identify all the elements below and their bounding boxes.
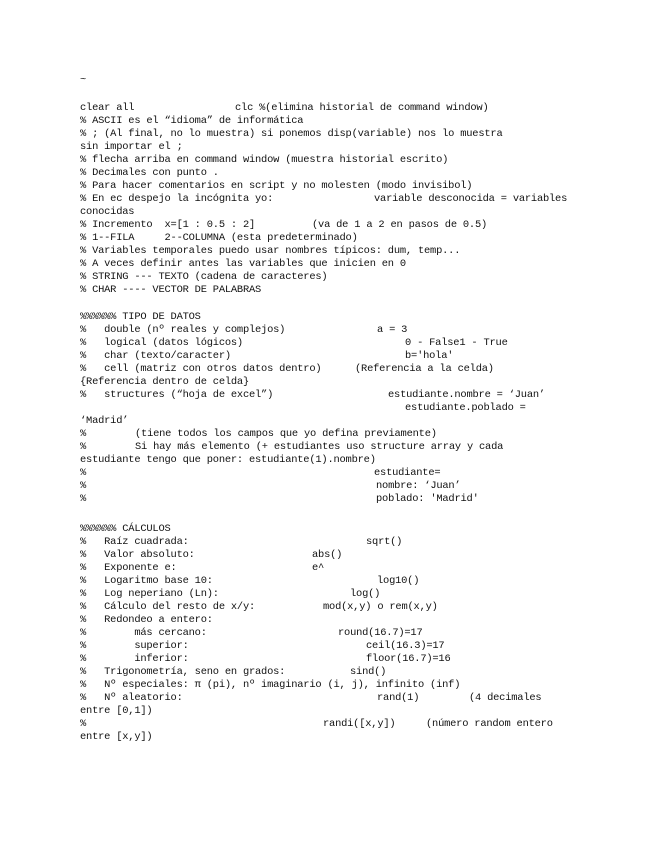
tipos-output-1-mark: % [80, 467, 87, 479]
tipos-structures-label: % structures (“hoja de excel”) [80, 389, 274, 401]
calculos-superior-label: % superior: [80, 640, 189, 652]
tipos-mas-line-2: estudiante tengo que poner: estudiante(1).nombre) [80, 454, 376, 466]
calculos-trig-func: sind() [350, 666, 387, 678]
calculos-log10-label: % Logaritmo base 10: [80, 575, 213, 587]
tipos-cell-ref: {Referencia dentro de celda} [80, 376, 249, 388]
calculos-aleatorio-func: rand(1) [377, 692, 420, 704]
tilde-mark: ~ [80, 74, 87, 86]
intro-line-3: % ; (Al final, no lo muestra) si ponemos disp(variable) nos lo muestra [80, 128, 503, 140]
tipos-output-3-mark: % [80, 493, 87, 505]
tipos-logical-label: % logical (datos lógicos) [80, 337, 243, 349]
tipos-campos-mark: % [80, 428, 87, 440]
calculos-randi-mark: % [80, 718, 87, 730]
calculos-entre01: entre [0,1]) [80, 705, 153, 717]
tipos-output-2-mark: % [80, 480, 87, 492]
tipos-logical-example: 0 - False1 - True [405, 337, 508, 349]
calculos-exp-func: e^ [312, 562, 325, 574]
calculos-ln-func: log() [350, 588, 381, 600]
tipos-heading: %%%%%% TIPO DE DATOS [80, 311, 201, 323]
calculos-resto-func: mod(x,y) o rem(x,y) [323, 601, 438, 613]
calculos-randi-func: randi([x,y]) [323, 718, 396, 730]
tipos-char-example: b='hola' [405, 350, 454, 362]
intro-line-10-left: % Incremento x=[1 : 0.5 : 2] [80, 219, 256, 231]
tipos-madrid: ‘Madrid’ [80, 415, 129, 427]
calculos-cercano-label: % más cercano: [80, 627, 207, 639]
calculos-randi-note: (número random entero [426, 718, 553, 730]
intro-line-8-left: % En ec despejo la incógnita yo: [80, 193, 274, 205]
intro-line-7: % Para hacer comentarios en script y no molesten (modo invisibol) [80, 180, 473, 192]
intro-line-13: % A veces definir antes las variables que inicien en 0 [80, 258, 406, 270]
calculos-ln-label: % Log neperiano (Ln): [80, 588, 219, 600]
calculos-heading: %%%%%% CÁLCULOS [80, 523, 171, 535]
tipos-cell-label: % cell (matriz con otros datos dentro) [80, 363, 322, 375]
intro-line-9: conocidas [80, 206, 135, 218]
calculos-inferior-label: % inferior: [80, 653, 189, 665]
tipos-char-label: % char (texto/caracter) [80, 350, 231, 362]
intro-line-5: % flecha arriba en command window (muestra historial escrito) [80, 154, 449, 166]
tipos-mas-text: Si hay más elemento (+ estudiantes uso structure array y cada [135, 441, 504, 453]
calculos-especiales: % Nº especiales: π (pi), nº imaginario (i, j), infinito (inf) [80, 679, 461, 691]
tipos-cell-example: (Referencia a la celda) [355, 363, 494, 375]
intro-line-6: % Decimales con punto . [80, 167, 219, 179]
tipos-double-label: % double (nº reales y complejos) [80, 324, 286, 336]
calculos-raiz-label: % Raíz cuadrada: [80, 536, 189, 548]
tipos-output-2-text: nombre: ‘Juan’ [376, 480, 461, 492]
calculos-trig-label: % Trigonometría, seno en grados: [80, 666, 286, 678]
intro-line-2: % ASCII es el “idioma” de informática [80, 115, 304, 127]
calculos-cercano-func: round(16.7)=17 [338, 627, 423, 639]
intro-line-14: % STRING --- TEXTO (cadena de caracteres) [80, 271, 328, 283]
calculos-raiz-func: sqrt() [366, 536, 403, 548]
calculos-exp-label: % Exponente e: [80, 562, 177, 574]
calculos-superior-func: ceil(16.3)=17 [366, 640, 445, 652]
tipos-poblado: estudiante.poblado = [405, 402, 526, 414]
intro-line-11: % 1--FILA 2--COLUMNA (esta predeterminado) [80, 232, 358, 244]
calculos-abs-func: abs() [312, 549, 343, 561]
clc-comment: clc %(elimina historial de command window) [235, 102, 489, 114]
intro-line-15: % CHAR ---- VECTOR DE PALABRAS [80, 284, 262, 296]
intro-line-10-right: (va de 1 a 2 en pasos de 0.5) [312, 219, 488, 231]
calculos-resto-label: % Cálculo del resto de x/y: [80, 601, 256, 613]
tipos-output-3-text: poblado: 'Madrid' [376, 493, 479, 505]
calculos-aleatorio-note: (4 decimales [469, 692, 542, 704]
calculos-entrexy: entre [x,y]) [80, 731, 153, 743]
tipos-output-1-text: estudiante= [374, 467, 441, 479]
calculos-abs-label: % Valor absoluto: [80, 549, 195, 561]
clear-all-command: clear all [80, 102, 135, 114]
tipos-structures-example: estudiante.nombre = ‘Juan’ [388, 389, 545, 401]
intro-line-4: sin importar el ; [80, 141, 183, 153]
intro-line-12: % Variables temporales puedo usar nombres típicos: dum, temp... [80, 245, 461, 257]
calculos-aleatorio-label: % Nº aleatorio: [80, 692, 183, 704]
tipos-double-example: a = 3 [377, 324, 408, 336]
tipos-mas-mark: % [80, 441, 87, 453]
calculos-log10-func: log10() [377, 575, 420, 587]
tipos-campos-text: (tiene todos los campos que yo defina previamente) [135, 428, 437, 440]
calculos-inferior-func: floor(16.7)=16 [366, 653, 451, 665]
calculos-redondeo: % Redondeo a entero: [80, 614, 213, 626]
intro-line-8-right: variable desconocida = variables [374, 193, 568, 205]
